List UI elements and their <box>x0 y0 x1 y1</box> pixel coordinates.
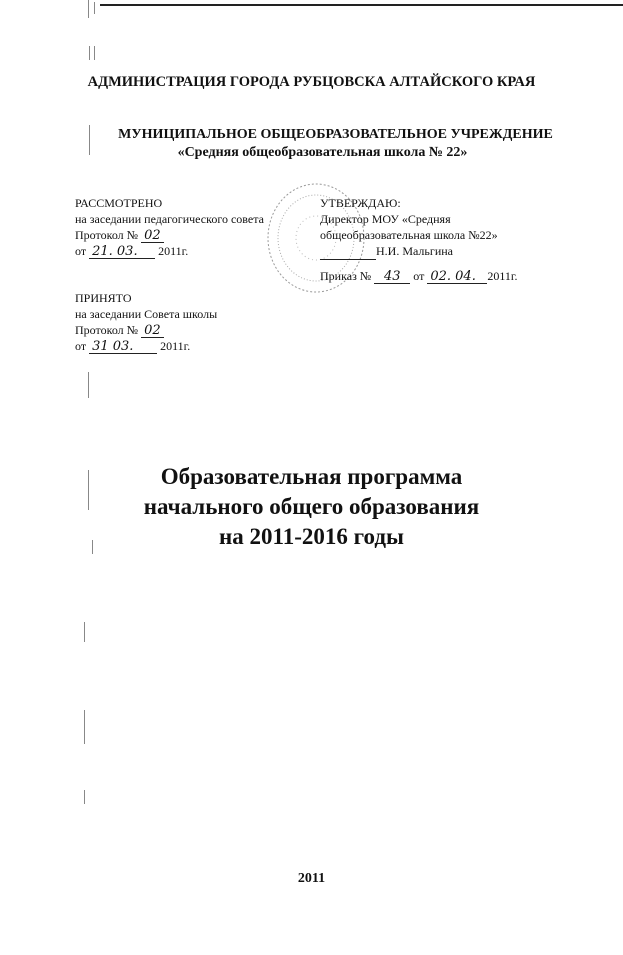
document-title-line1: Образовательная программа <box>160 464 463 489</box>
accepted-block <box>75 290 217 354</box>
approved-line1: Директор МОУ «Средняя <box>320 212 451 226</box>
approved-order <box>320 268 517 284</box>
accepted-year: 2011г. <box>160 339 191 353</box>
approved-title: УТВЕРЖДАЮ: <box>320 196 401 210</box>
scan-margin-mark <box>88 372 89 398</box>
scan-margin-mark <box>88 0 89 18</box>
scan-margin-mark <box>84 790 85 804</box>
accepted-date-value: 31 03. <box>89 340 157 354</box>
document-title-line2: начального общего образования <box>143 494 480 519</box>
scan-margin-mark <box>84 710 85 744</box>
footer-year: 2011 <box>297 871 326 886</box>
scan-margin-mark <box>94 2 95 14</box>
approved-date-prefix: от <box>413 269 425 283</box>
document-title-line3: на 2011-2016 годы <box>219 524 404 549</box>
director-signature-scribble <box>320 246 376 260</box>
reviewed-title: РАССМОТРЕНО <box>75 196 163 210</box>
accepted-line1: на заседании Совета школы <box>75 307 218 321</box>
reviewed-block <box>75 195 264 259</box>
accepted-protocol-number: 02 <box>141 324 164 338</box>
approved-year: 2011г. <box>487 269 518 283</box>
institution-heading-line2: «Средняя общеобразовательная школа № 22» <box>177 145 468 160</box>
reviewed-protocol <box>75 227 264 243</box>
accepted-date-prefix: от <box>75 339 87 353</box>
reviewed-date <box>75 243 264 259</box>
scan-margin-mark <box>94 46 95 60</box>
approved-order-label: Приказ № <box>320 269 372 283</box>
approved-date-value: 02. 04. <box>427 270 487 284</box>
reviewed-year: 2011г. <box>158 244 189 258</box>
scan-margin-mark <box>84 622 85 642</box>
director-name: Н.И. Мальгина <box>376 244 453 258</box>
accepted-protocol-label: Протокол № <box>75 323 139 337</box>
accepted-title: ПРИНЯТО <box>75 291 132 305</box>
reviewed-date-prefix: от <box>75 244 87 258</box>
reviewed-protocol-number: 02 <box>141 229 164 243</box>
approved-signature <box>320 243 517 260</box>
institution-heading-line1: МУНИЦИПАЛЬНОЕ ОБЩЕОБРАЗОВАТЕЛЬНОЕ УЧРЕЖДЕНИЕ <box>118 127 553 142</box>
accepted-date <box>75 338 217 354</box>
accepted-protocol <box>75 322 217 338</box>
scan-margin-mark <box>89 46 90 60</box>
approved-order-number: 43 <box>374 270 410 284</box>
document-title <box>0 462 623 552</box>
approved-line2: общеобразовательная школа №22» <box>320 228 498 242</box>
reviewed-line1: на заседании педагогического совета <box>75 212 264 226</box>
reviewed-date-value: 21. 03. <box>89 245 155 259</box>
scan-top-edge-line <box>100 4 623 6</box>
institution-heading <box>0 126 623 162</box>
reviewed-protocol-label: Протокол № <box>75 228 139 242</box>
administration-heading: АДМИНИСТРАЦИЯ ГОРОДА РУБЦОВСКА АЛТАЙСКОГО КРАЯ <box>87 74 536 90</box>
approved-block <box>320 195 517 284</box>
